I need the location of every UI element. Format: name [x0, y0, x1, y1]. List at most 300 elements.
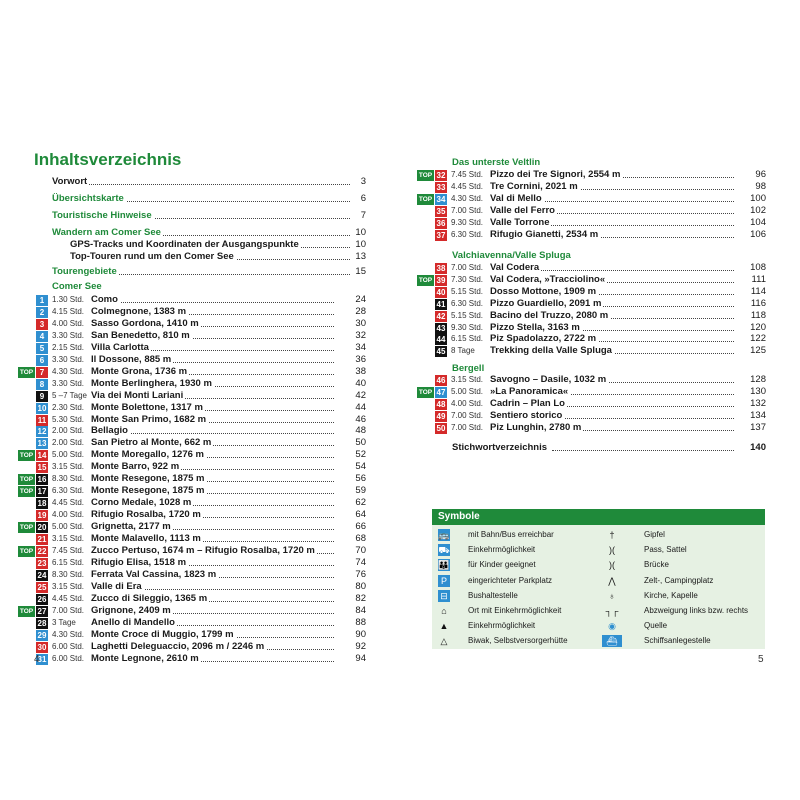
- tour-number-badge: 9: [36, 391, 48, 402]
- tour-name: Val Codera, »Tracciolino«: [490, 273, 606, 285]
- tour-entry[interactable]: [417, 333, 766, 345]
- tour-page: 46: [355, 413, 366, 425]
- tour-entry[interactable]: [417, 262, 766, 274]
- tour-number-badge: 45: [436, 347, 446, 357]
- tour-entry[interactable]: [18, 533, 366, 545]
- tour-page: 56: [355, 473, 366, 485]
- tour-number-badge: 26: [37, 594, 47, 604]
- tour-name: Monte Bolettone, 1317 m: [91, 401, 203, 413]
- symbol-label: Gipfel: [644, 530, 665, 539]
- symbols-body: [432, 525, 765, 649]
- tour-entry[interactable]: [417, 410, 766, 422]
- symbol-icon: ⊟: [438, 590, 450, 602]
- index-page: 140: [750, 442, 766, 453]
- toc-entry-page: 6: [360, 193, 366, 204]
- tour-name: Savogno – Dasile, 1032 m: [490, 374, 607, 385]
- tour-duration: 3.15 Std.: [52, 581, 85, 591]
- tour-duration: 3.30 Std.: [52, 330, 85, 340]
- tour-duration: 3.30 Std.: [52, 378, 85, 388]
- tour-name: Pizzo Guardiello, 2091 m: [490, 297, 602, 309]
- top-badge: TOP: [418, 195, 433, 203]
- tour-page: 137: [750, 421, 766, 433]
- tour-duration: 5 –7 Tage: [52, 390, 87, 400]
- tour-entry[interactable]: [417, 229, 766, 241]
- tour-page: 120: [750, 321, 766, 333]
- top-badge: TOP: [19, 368, 34, 376]
- section-title: Das unterste Veltlin: [452, 157, 541, 168]
- tour-number-badge: 5: [36, 343, 48, 354]
- tour-entry[interactable]: [18, 473, 366, 485]
- tour-entry[interactable]: [417, 217, 766, 229]
- tour-entry[interactable]: [18, 318, 366, 330]
- toc-title: Inhaltsverzeichnis: [34, 150, 182, 169]
- tour-entry[interactable]: [417, 286, 766, 298]
- page-number-left: 4: [34, 654, 40, 665]
- tour-number-badge: 2: [36, 307, 48, 318]
- symbol-icon: ⋀: [608, 575, 616, 586]
- tour-page: 84: [355, 604, 366, 616]
- tour-duration: 4.30 Std.: [52, 629, 85, 639]
- tour-number-badge: 14: [37, 451, 47, 461]
- tour-name: Monte Barro, 922 m: [91, 461, 180, 473]
- tour-name: Zucco Pertuso, 1674 m – Rifugio Rosalba, 1720 m: [91, 544, 315, 556]
- tour-duration: 8.30 Std.: [52, 474, 85, 484]
- tour-entry[interactable]: [18, 593, 366, 605]
- tour-number-badge: 8: [36, 379, 48, 390]
- index-entry[interactable]: [452, 442, 766, 454]
- toc-entry-label: Vorwort: [52, 176, 88, 187]
- tour-page: 114: [750, 285, 766, 297]
- tour-duration: 6.30 Std.: [451, 229, 484, 239]
- tour-duration: 1.30 Std.: [52, 295, 85, 304]
- tour-name: Monte Grona, 1736 m: [91, 365, 188, 377]
- tour-name: Val di Mello: [490, 192, 542, 204]
- section-title: Bergell: [452, 363, 485, 374]
- symbol-label: Schiffsanlegestelle: [644, 636, 711, 646]
- tour-name: Valle di Era: [91, 580, 142, 592]
- tour-number-badge: 17: [37, 487, 47, 497]
- top-badge: TOP: [19, 488, 34, 496]
- tour-entry[interactable]: [18, 521, 366, 533]
- toc-entry[interactable]: [52, 210, 366, 222]
- tour-entry[interactable]: [417, 298, 766, 310]
- tour-entry[interactable]: [18, 402, 366, 414]
- tour-name: Laghetti Deleguaccio, 2096 m / 2246 m: [91, 640, 265, 652]
- tour-entry[interactable]: [18, 294, 366, 306]
- top-badge: TOP: [418, 276, 433, 284]
- symbol-label: Kirche, Kapelle: [644, 590, 698, 600]
- tour-number-badge: 33: [436, 182, 446, 192]
- symbol-icon: )(: [609, 545, 615, 556]
- tour-duration: 5.00 Std.: [52, 522, 85, 532]
- symbol-label: Brücke: [644, 560, 669, 570]
- tour-page: 80: [355, 580, 366, 592]
- tour-page: 34: [355, 341, 366, 353]
- tour-duration: 4.00 Std.: [52, 318, 85, 328]
- tour-entry[interactable]: [417, 205, 766, 217]
- symbol-label: Zelt-, Campingplatz: [644, 575, 714, 585]
- tour-number-badge: 38: [436, 264, 446, 273]
- tour-duration: 7.00 Std.: [451, 205, 484, 215]
- tour-duration: 3 Tage: [52, 617, 76, 627]
- top-badge: TOP: [19, 524, 34, 532]
- tour-name: Bellagio: [91, 425, 128, 437]
- tour-duration: 7.00 Std.: [451, 422, 484, 432]
- tour-number-badge: 35: [436, 206, 446, 216]
- toc-entry[interactable]: [52, 176, 366, 188]
- tour-name: Valle del Ferro: [490, 204, 555, 216]
- tour-entry[interactable]: [18, 342, 366, 354]
- tour-entry[interactable]: [18, 485, 366, 497]
- tour-entry[interactable]: [417, 322, 766, 334]
- toc-entry-label: Wandern am Comer See: [52, 227, 161, 238]
- tour-page: 48: [355, 425, 366, 437]
- tour-entry[interactable]: [18, 653, 366, 665]
- tour-name: Bacino del Truzzo, 2080 m: [490, 309, 609, 321]
- tour-page: 132: [750, 397, 766, 409]
- tour-duration: 4.00 Std.: [451, 398, 484, 408]
- tour-number-badge: 22: [37, 546, 47, 556]
- tour-number-badge: 20: [37, 523, 47, 533]
- tour-duration: 4.30 Std.: [52, 366, 85, 376]
- tour-entry[interactable]: [417, 386, 766, 398]
- tour-duration: 3.15 Std.: [451, 375, 484, 384]
- tour-entry[interactable]: [417, 345, 766, 357]
- symbol-icon: ◉: [608, 621, 616, 632]
- tour-duration: 3.30 Std.: [52, 354, 85, 364]
- tour-page: 44: [355, 401, 366, 413]
- tour-number-badge: 3: [36, 319, 48, 330]
- toc-entry-label: Touristische Hinweise: [52, 210, 152, 221]
- tour-page: 36: [355, 353, 366, 365]
- tour-entry[interactable]: [18, 390, 366, 402]
- symbol-icon: )(: [609, 560, 615, 571]
- tour-name: Piz Lunghin, 2780 m: [490, 421, 582, 433]
- tour-entry[interactable]: [18, 437, 366, 449]
- tour-duration: 3.15 Std.: [52, 462, 85, 472]
- tour-number-badge: 44: [436, 335, 446, 345]
- tour-duration: 7.00 Std.: [451, 410, 484, 420]
- symbol-label: Ort mit Einkehrmöglichkeit: [468, 606, 562, 615]
- tour-page: 102: [750, 204, 766, 216]
- tour-duration: 7.00 Std.: [451, 263, 484, 272]
- symbol-icon: ⌂: [441, 606, 447, 616]
- tour-number-badge: 36: [436, 218, 446, 228]
- tour-name: Tre Cornini, 2021 m: [490, 180, 578, 192]
- tour-number-badge: 1: [36, 295, 48, 306]
- tour-page: 76: [355, 568, 366, 580]
- top-badge: TOP: [19, 547, 34, 555]
- tour-page: 64: [355, 509, 366, 521]
- tour-duration: 7.00 Std.: [52, 605, 85, 615]
- tour-duration: 4.15 Std.: [52, 306, 85, 316]
- tour-entry[interactable]: [417, 169, 766, 181]
- tour-entry[interactable]: [417, 310, 766, 322]
- tour-name: Sasso Gordona, 1410 m: [91, 317, 199, 329]
- tour-name: Monte Moregallo, 1276 m: [91, 449, 204, 461]
- tour-entry[interactable]: [18, 330, 366, 342]
- tour-entry[interactable]: [18, 509, 366, 521]
- tour-number-badge: 27: [37, 606, 47, 616]
- tour-number-badge: 43: [436, 323, 446, 333]
- symbol-label: Abzweigung links bzw. rechts: [644, 606, 749, 615]
- tour-page: 100: [750, 192, 766, 204]
- tour-entry[interactable]: [18, 581, 366, 593]
- tour-number-badge: 6: [36, 355, 48, 366]
- symbol-label: Einkehrmöglichkeit: [468, 545, 536, 555]
- tour-number-badge: 46: [436, 376, 446, 385]
- symbols-title: Symbole: [432, 509, 765, 525]
- tour-entry[interactable]: [18, 641, 366, 653]
- toc-entry-label: Top-Touren rund um den Comer See: [70, 251, 234, 262]
- tour-entry[interactable]: [18, 449, 366, 461]
- tour-name: Monte Resegone, 1875 m: [91, 485, 205, 497]
- symbol-icon: △: [440, 636, 448, 647]
- tour-page: 28: [355, 305, 366, 317]
- tour-name: Pizzo dei Tre Signori, 2554 m: [490, 169, 621, 180]
- symbol-icon: P: [438, 575, 450, 587]
- tour-page: 62: [355, 497, 366, 509]
- tour-number-badge: 32: [436, 171, 446, 180]
- tour-page: 40: [355, 377, 366, 389]
- symbol-icon: ♁: [608, 590, 616, 601]
- tour-number-badge: 42: [436, 311, 446, 321]
- tour-name: Monte Malavello, 1113 m: [91, 533, 201, 544]
- tour-number-badge: 30: [37, 642, 47, 652]
- tour-number-badge: 37: [436, 230, 446, 240]
- tour-page: 104: [750, 216, 766, 228]
- toc-entry[interactable]: [52, 266, 366, 278]
- symbol-icon: 🚌: [438, 530, 450, 540]
- tour-number-badge: 21: [37, 535, 47, 544]
- tour-page: 82: [355, 592, 366, 604]
- tour-entry[interactable]: [417, 181, 766, 193]
- tour-number-badge: 18: [37, 499, 47, 509]
- tour-number-badge: 15: [37, 463, 47, 473]
- tour-duration: 5.00 Std.: [52, 450, 85, 460]
- tour-name: Villa Carlotta: [91, 341, 149, 353]
- tour-name: Cadrin – Plan Lo: [490, 397, 565, 409]
- tour-name: Monte Berlinghera, 1930 m: [91, 377, 212, 389]
- tour-page: 106: [750, 228, 766, 240]
- tour-page: 68: [355, 533, 366, 544]
- tour-name: Zucco di Sileggio, 1365 m: [91, 592, 208, 604]
- tour-name: Dosso Mottone, 1909 m: [490, 285, 597, 297]
- symbol-label: für Kinder geeignet: [468, 560, 536, 570]
- leader-dots: [72, 176, 350, 185]
- tour-page: 42: [355, 389, 366, 401]
- tour-entry[interactable]: [18, 569, 366, 581]
- tour-entry[interactable]: [18, 605, 366, 617]
- tour-name: Il Dossone, 885 m: [91, 353, 172, 365]
- tour-name: Grignetta, 2177 m: [91, 521, 171, 533]
- tour-page: 24: [355, 294, 366, 305]
- tour-duration: 8 Tage: [451, 346, 475, 356]
- tour-entry[interactable]: [18, 557, 366, 569]
- toc-entry[interactable]: [52, 227, 366, 239]
- symbol-icon: †: [609, 530, 615, 540]
- tour-number-badge: 12: [37, 427, 47, 437]
- symbol-icon: 👪: [438, 560, 450, 571]
- tour-duration: 2.15 Std.: [52, 342, 85, 352]
- tour-number-badge: 4: [36, 331, 48, 342]
- tour-duration: 4.45 Std.: [52, 498, 85, 508]
- tour-number-badge: 31: [37, 654, 47, 664]
- toc-entry-page: 15: [355, 266, 366, 277]
- tour-number-badge: 34: [436, 194, 446, 204]
- tour-name: »La Panoramica«: [490, 385, 569, 397]
- tour-duration: 2.30 Std.: [52, 402, 85, 412]
- tour-page: 30: [355, 317, 366, 329]
- tour-entry[interactable]: [18, 378, 366, 390]
- toc-entry-label: Übersichtskarte: [52, 193, 124, 204]
- tour-name: Rifugio Rosalba, 1720 m: [91, 509, 201, 521]
- tour-name: San Pietro al Monte, 662 m: [91, 437, 212, 449]
- tour-duration: 5.00 Std.: [451, 386, 484, 396]
- tour-page: 94: [355, 652, 366, 664]
- tour-entry[interactable]: [18, 617, 366, 629]
- symbol-icon: ⛴: [602, 635, 622, 647]
- top-badge: TOP: [19, 607, 34, 615]
- tour-duration: 6.00 Std.: [52, 641, 85, 651]
- tour-entry[interactable]: [18, 497, 366, 509]
- symbol-label: Pass, Sattel: [644, 545, 687, 555]
- tour-number-badge: 28: [37, 618, 47, 628]
- tour-number-badge: 19: [37, 511, 47, 521]
- tour-duration: 5.30 Std.: [52, 414, 85, 424]
- symbols-legend: [432, 509, 765, 649]
- tour-page: 88: [355, 616, 366, 628]
- tour-entry[interactable]: [417, 193, 766, 205]
- tour-page: 66: [355, 521, 366, 533]
- top-badge: TOP: [418, 388, 433, 396]
- tour-page: 108: [750, 262, 766, 273]
- tour-name: Monte Legnone, 2610 m: [91, 652, 199, 664]
- toc-entry[interactable]: [70, 251, 366, 263]
- tour-duration: 6.15 Std.: [52, 557, 85, 567]
- symbol-label: Einkehrmöglichkeit: [468, 621, 536, 631]
- tour-page: 122: [750, 333, 766, 345]
- tour-page: 92: [355, 640, 366, 652]
- section-title: Valchiavenna/Valle Spluga: [452, 250, 571, 261]
- tour-page: 74: [355, 556, 366, 568]
- tour-page: 118: [750, 309, 766, 321]
- leader-dots: [98, 294, 334, 303]
- tour-page: 116: [750, 297, 766, 309]
- top-badge: TOP: [19, 452, 34, 460]
- tour-duration: 2.00 Std.: [52, 426, 85, 436]
- tour-entry[interactable]: [18, 414, 366, 426]
- tour-duration: 6.30 Std.: [451, 298, 484, 308]
- tour-name: Monte San Primo, 1682 m: [91, 413, 207, 425]
- tour-entry[interactable]: [417, 374, 766, 386]
- symbol-icon: ▲: [439, 621, 449, 632]
- tour-page: 50: [355, 437, 366, 449]
- tour-entry[interactable]: [18, 461, 366, 473]
- tour-name: Monte Resegone, 1875 m: [91, 473, 205, 485]
- symbol-label: Biwak, Selbstversorgerhütte: [468, 636, 568, 646]
- tour-duration: 8.30 Std.: [52, 569, 85, 579]
- tour-duration: 4.00 Std.: [52, 510, 85, 520]
- symbol-icon: ┐┌: [605, 606, 619, 616]
- tour-name: Ferrata Val Cassina, 1823 m: [91, 568, 217, 580]
- tour-entry[interactable]: [18, 354, 366, 366]
- tour-page: 70: [355, 544, 366, 556]
- tour-number-badge: 23: [37, 558, 47, 568]
- toc-entry-label: GPS-Tracks und Koordinaten der Ausgangspunkte: [70, 239, 299, 250]
- tour-entry[interactable]: [18, 366, 366, 378]
- tour-name: Colmegnone, 1383 m: [91, 305, 187, 317]
- tour-entry[interactable]: [417, 398, 766, 410]
- tour-entry[interactable]: [18, 306, 366, 318]
- tour-name: Trekking della Valle Spluga: [490, 345, 612, 357]
- tour-duration: 7.45 Std.: [451, 170, 484, 179]
- tour-number-badge: 29: [37, 630, 47, 640]
- tour-number-badge: 24: [37, 570, 47, 580]
- toc-entry-page: 3: [360, 176, 366, 187]
- tour-entry[interactable]: [18, 545, 366, 557]
- tour-name: Via dei Monti Lariani: [91, 389, 184, 401]
- tour-page: 59: [355, 485, 366, 497]
- toc-entry[interactable]: [70, 239, 366, 251]
- tour-name: Sentiero storico: [490, 409, 563, 421]
- tour-name: Pizzo Stella, 3163 m: [490, 321, 580, 333]
- tour-entry[interactable]: [18, 629, 366, 641]
- tour-number-badge: 13: [37, 439, 47, 449]
- page-number-right: 5: [758, 654, 764, 665]
- tour-page: 54: [355, 461, 366, 473]
- tour-name: Monte Croce di Muggio, 1799 m: [91, 628, 234, 640]
- toc-entry-page: 7: [360, 210, 366, 221]
- tour-entry[interactable]: [18, 425, 366, 437]
- symbol-label: mit Bahn/Bus erreichbar: [468, 530, 554, 539]
- tour-duration: 2.00 Std.: [52, 438, 85, 448]
- tour-name: Val Codera: [490, 262, 540, 273]
- tour-duration: 6.00 Std.: [52, 653, 85, 663]
- symbol-label: Quelle: [644, 621, 668, 631]
- toc-entry-label: Tourengebiete: [52, 266, 117, 277]
- tour-number-badge: 40: [436, 287, 446, 297]
- toc-entry-page: 10: [355, 239, 366, 250]
- symbol-icon: ⛟: [438, 545, 450, 556]
- tour-name: San Benedetto, 810 m: [91, 329, 190, 341]
- tour-entry[interactable]: [417, 274, 766, 286]
- tour-duration: 4.45 Std.: [52, 593, 85, 603]
- tour-name: Rifugio Elisa, 1518 m: [91, 556, 187, 568]
- toc-entry[interactable]: [52, 193, 366, 205]
- tour-number-badge: 25: [37, 582, 47, 592]
- tour-number-badge: 39: [436, 275, 446, 285]
- tour-page: 32: [355, 329, 366, 341]
- symbol-label: Bushaltestelle: [468, 590, 518, 600]
- tour-page: 130: [750, 385, 766, 397]
- tour-duration: 9.30 Std.: [451, 217, 484, 227]
- tour-name: Anello di Mandello: [91, 616, 175, 628]
- top-badge: TOP: [418, 172, 433, 179]
- tour-duration: 6.15 Std.: [451, 334, 484, 344]
- tour-duration: 7.30 Std.: [451, 274, 484, 284]
- tour-number-badge: 47: [436, 387, 446, 397]
- tour-page: 38: [355, 365, 366, 377]
- toc-entry-page: 10: [355, 227, 366, 238]
- tour-page: 134: [750, 409, 766, 421]
- tour-page: 96: [755, 169, 766, 180]
- tour-duration: 9.30 Std.: [451, 322, 484, 332]
- tour-name: Grignone, 2409 m: [91, 604, 171, 616]
- tour-name: Piz Spadolazzo, 2722 m: [490, 333, 597, 345]
- tour-page: 52: [355, 449, 366, 461]
- tour-entry[interactable]: [417, 422, 766, 434]
